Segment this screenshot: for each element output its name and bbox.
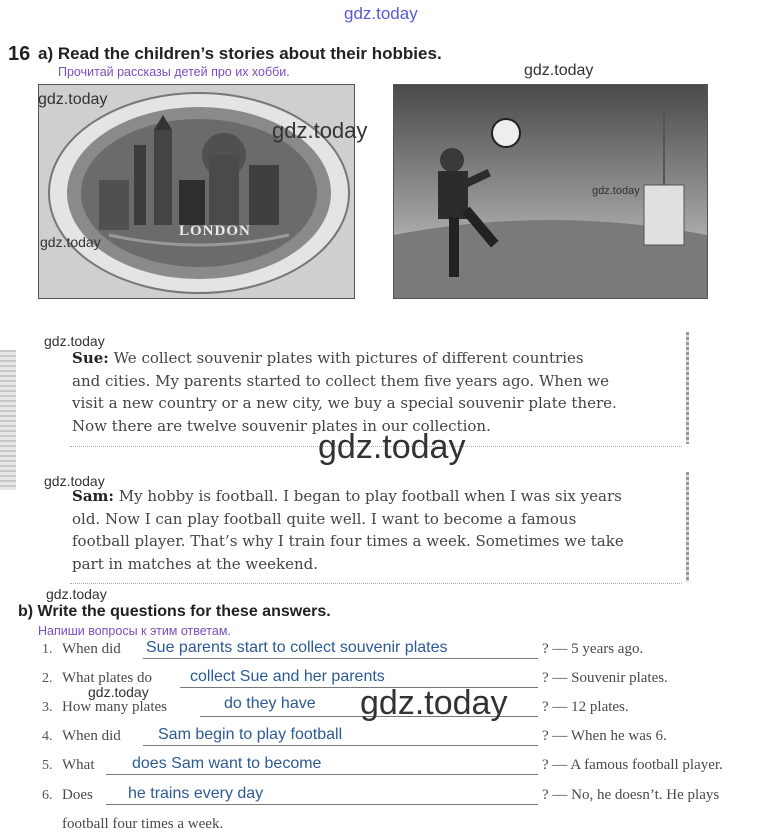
answer-blank	[143, 658, 538, 659]
question-answer: ? — 5 years ago.	[542, 641, 644, 657]
question-number: 1.	[42, 642, 53, 657]
question-prefix: When did	[62, 728, 121, 744]
story-sue-sidebar	[686, 332, 689, 444]
story-sam-line: football player. That’s why I train four times a week. Sometimes we take	[72, 532, 624, 550]
handwritten-answer: do they have	[224, 695, 316, 712]
story-sue-name: Sue:	[72, 349, 109, 367]
question-prefix: What	[62, 757, 95, 773]
watermark: gdz.today	[40, 234, 101, 250]
question-prefix: What plates do	[62, 670, 152, 686]
watermark: gdz.today	[272, 118, 368, 143]
watermark: gdz.today	[38, 91, 108, 108]
story-sam	[72, 485, 624, 575]
question-number: 3.	[42, 700, 53, 715]
story-divider	[70, 583, 682, 584]
watermark-top: gdz.today	[344, 4, 418, 23]
part-b-subheading: Напиши вопросы к этим ответам.	[38, 624, 231, 638]
watermark: gdz.today	[44, 333, 105, 349]
handwritten-answer: does Sam want to become	[132, 755, 322, 772]
watermark: gdz.today	[318, 428, 466, 466]
watermark: gdz.today	[46, 586, 107, 602]
watermark: gdz.today	[524, 62, 594, 79]
question-prefix: How many plates	[62, 699, 167, 715]
story-sam-name: Sam:	[72, 487, 114, 505]
page-edge-strip	[0, 350, 16, 490]
watermark: gdz.today	[44, 473, 105, 489]
handwritten-answer: Sue parents start to collect souvenir plates	[146, 639, 448, 656]
question-answer: ? — When he was 6.	[542, 728, 667, 744]
question-answer: ? — No, he doesn’t. He plays	[542, 787, 720, 803]
handwritten-answer: he trains every day	[128, 785, 264, 802]
football-player-illustration	[394, 85, 707, 298]
answer-blank	[143, 745, 538, 746]
answer-blank	[106, 804, 538, 805]
handwritten-answer: collect Sue and her parents	[190, 668, 385, 685]
part-a-heading: a) Read the children’s stories about their hobbies.	[38, 44, 442, 63]
story-sue	[72, 347, 617, 437]
football-player-photo	[393, 84, 708, 299]
story-sue-line: We collect souvenir plates with pictures of different countries	[113, 349, 584, 367]
question-number: 2.	[42, 671, 53, 686]
question-answer: ? — A famous football player.	[542, 757, 723, 773]
question-answer: ? — 12 plates.	[542, 699, 629, 715]
souvenir-plate-photo	[38, 84, 355, 299]
question-prefix: Does	[62, 787, 93, 803]
question-prefix: When did	[62, 641, 121, 657]
story-sue-line: visit a new country or a new city, we buy a special souvenir plate there.	[72, 394, 617, 412]
exercise-number: 16	[8, 43, 31, 65]
watermark: gdz.today	[360, 684, 508, 722]
part-a-subheading: Прочитай рассказы детей про их хобби.	[58, 65, 290, 79]
question-answer: ? — Souvenir plates.	[542, 670, 668, 686]
souvenir-plate-illustration	[39, 85, 354, 298]
question-number: 5.	[42, 758, 53, 773]
story-sam-line: part in matches at the weekend.	[72, 554, 318, 573]
question-number: 4.	[42, 729, 53, 744]
story-sam-line: My hobby is football. I began to play football when I was six years	[118, 487, 622, 505]
question-continuation: football four times a week.	[62, 816, 224, 832]
handwritten-answer: Sam begin to play football	[158, 726, 343, 743]
story-sam-line: old. Now I can play football quite well. I want to become a famous	[72, 509, 577, 528]
question-number: 6.	[42, 788, 53, 803]
watermark: gdz.today	[88, 684, 149, 700]
story-sue-line: Now there are twelve souvenir plates in our collection.	[72, 416, 491, 435]
watermark: gdz.today	[592, 185, 640, 197]
part-b-heading: b) Write the questions for these answers.	[18, 603, 331, 620]
story-sue-line: and cities. My parents started to collect them five years ago. When we	[72, 371, 610, 390]
answer-blank	[106, 774, 538, 775]
plate-caption: LONDON	[179, 223, 251, 239]
story-sam-sidebar	[686, 472, 689, 582]
